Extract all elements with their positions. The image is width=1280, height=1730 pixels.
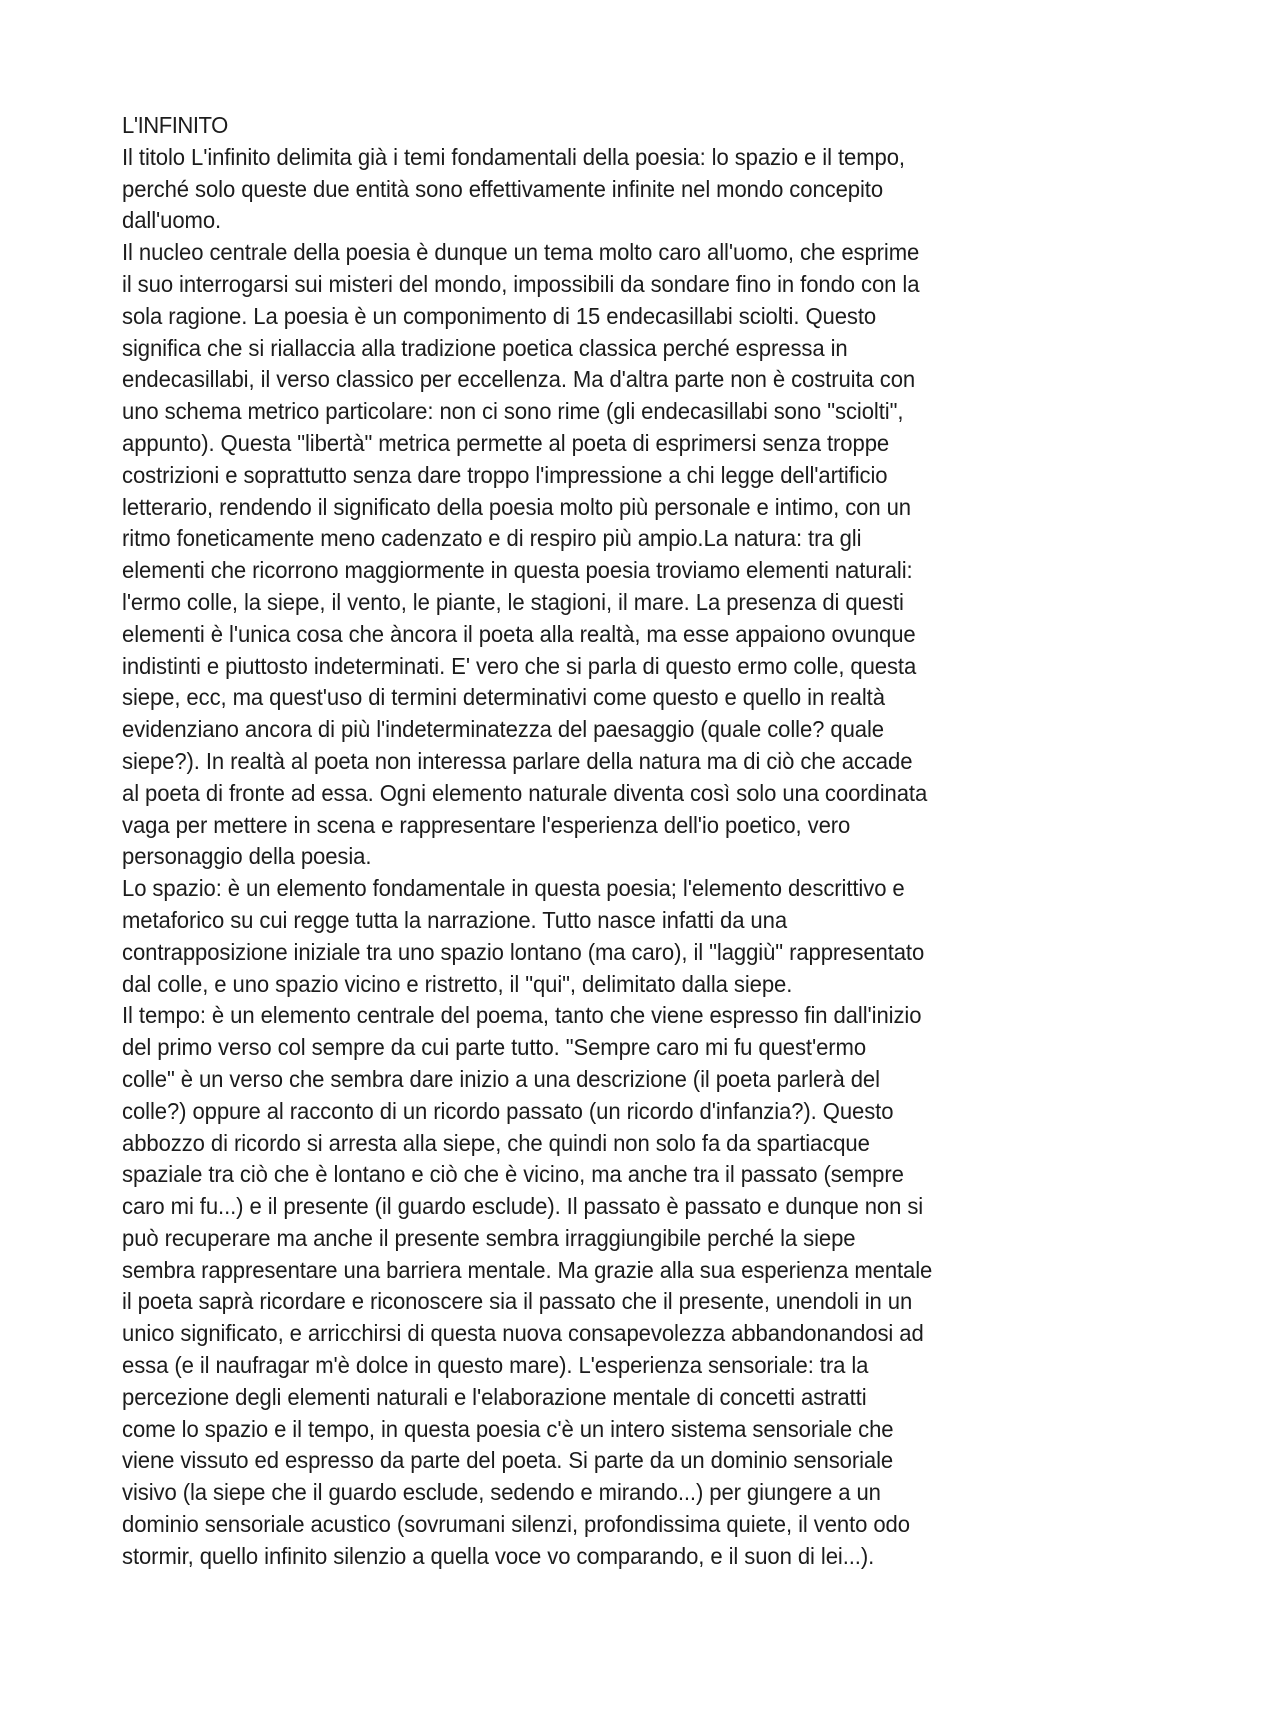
text-line: sembra rappresentare una barriera mentale. Ma grazie alla sua esperienza mentale (122, 1256, 933, 1283)
text-line: dominio sensoriale acustico (sovrumani silenzi, profondissima quiete, il vento odo (122, 1511, 910, 1538)
text-line: viene vissuto ed espresso da parte del poeta. Si parte da un dominio sensoriale (122, 1447, 894, 1474)
text-line: spaziale tra ciò che è lontano e ciò che è vicino, ma anche tra il passato (sempre (122, 1161, 904, 1188)
text-line: perché solo queste due entità sono effettivamente infinite nel mondo concepito (122, 175, 884, 202)
text-line: Il tempo: è un elemento centrale del poema, tanto che viene espresso fin dall'inizio (122, 1002, 922, 1029)
text-line: al poeta di fronte ad essa. Ogni elemento naturale diventa così solo una coordinata (122, 779, 928, 806)
text-line: abbozzo di ricordo si arresta alla siepe, che quindi non solo fa da spartiacque (122, 1129, 870, 1156)
text-line: contrapposizione iniziale tra uno spazio lontano (ma caro), il "laggiù" rappresentato (122, 938, 925, 965)
text-line: visivo (la siepe che il guardo esclude, sedendo e mirando...) per giungere a un (122, 1479, 881, 1506)
text-line: colle" è un verso che sembra dare inizio a una descrizione (il poeta parlerà del (122, 1065, 880, 1092)
text-line: Il titolo L'infinito delimita già i temi fondamentali della poesia: lo spazio e il tempo, (122, 143, 905, 170)
text-line: l'ermo colle, la siepe, il vento, le piante, le stagioni, il mare. La presenza di questi (122, 588, 904, 615)
document-title: L'INFINITO (122, 112, 228, 138)
text-line: personaggio della poesia. (122, 843, 372, 870)
text-line: Lo spazio: è un elemento fondamentale in questa poesia; l'elemento descrittivo e (122, 875, 905, 902)
text-line: del primo verso col sempre da cui parte tutto. "Sempre caro mi fu quest'ermo (122, 1034, 867, 1061)
text-line: dal colle, e uno spazio vicino e ristretto, il "qui", delimitato dalla siepe. (122, 970, 793, 997)
text-line: può recuperare ma anche il presente sembra irraggiungibile perché la siepe (122, 1224, 856, 1251)
text-line: vaga per mettere in scena e rappresentare l'esperienza dell'io poetico, vero (122, 811, 851, 838)
text-line: significa che si riallaccia alla tradizione poetica classica perché espressa in (122, 334, 848, 361)
text-line: endecasillabi, il verso classico per eccellenza. Ma d'altra parte non è costruita con (122, 366, 916, 393)
text-line: percezione degli elementi naturali e l'elaborazione mentale di concetti astratti (122, 1383, 867, 1410)
text-line: letterario, rendendo il significato della poesia molto più personale e intimo, con un (122, 493, 911, 520)
text-line: elementi che ricorrono maggiormente in questa poesia troviamo elementi naturali: (122, 557, 913, 584)
text-line: colle?) oppure al racconto di un ricordo passato (un ricordo d'infanzia?). Questo (122, 1097, 894, 1124)
text-line: indistinti e piuttosto indeterminati. E' vero che si parla di questo ermo colle, questa (122, 652, 917, 679)
document-body (122, 110, 1162, 1573)
text-line: metaforico su cui regge tutta la narrazione. Tutto nasce infatti da una (122, 906, 788, 933)
text-line: evidenziano ancora di più l'indeterminatezza del paesaggio (quale colle? quale (122, 716, 884, 743)
text-line: costrizioni e soprattutto senza dare troppo l'impressione a chi legge dell'artificio (122, 461, 888, 488)
text-line: il suo interrogarsi sui misteri del mondo, impossibili da sondare fino in fondo con la (122, 270, 920, 297)
text-line: Il nucleo centrale della poesia è dunque un tema molto caro all'uomo, che esprime (122, 239, 920, 266)
text-line: come lo spazio e il tempo, in questa poesia c'è un intero sistema sensoriale che (122, 1415, 894, 1442)
text-line: caro mi fu...) e il presente (il guardo esclude). Il passato è passato e dunque non si (122, 1193, 924, 1220)
text-line: elementi è l'unica cosa che àncora il poeta alla realtà, ma esse appaiono ovunque (122, 620, 916, 647)
text-line: stormir, quello infinito silenzio a quella voce vo comparando, e il suon di lei...). (122, 1542, 875, 1569)
text-line: dall'uomo. (122, 207, 222, 234)
text-line: ritmo foneticamente meno cadenzato e di respiro più ampio.La natura: tra gli (122, 525, 862, 552)
text-line: il poeta saprà ricordare e riconoscere sia il passato che il presente, unendoli in un (122, 1288, 913, 1315)
text-line: unico significato, e arricchirsi di questa nuova consapevolezza abbandonandosi ad (122, 1320, 924, 1347)
text-line: appunto). Questa "libertà" metrica permette al poeta di esprimersi senza troppe (122, 429, 890, 456)
text-line: siepe, ecc, ma quest'uso di termini determinativi come questo e quello in realtà (122, 684, 885, 711)
text-line: essa (e il naufragar m'è dolce in questo mare). L'esperienza sensoriale: tra la (122, 1352, 869, 1379)
text-line: sola ragione. La poesia è un componimento di 15 endecasillabi sciolti. Questo (122, 302, 877, 329)
text-line: siepe?). In realtà al poeta non interessa parlare della natura ma di ciò che accade (122, 747, 913, 774)
text-line: uno schema metrico particolare: non ci sono rime (gli endecasillabi sono "sciolti", (122, 398, 904, 425)
